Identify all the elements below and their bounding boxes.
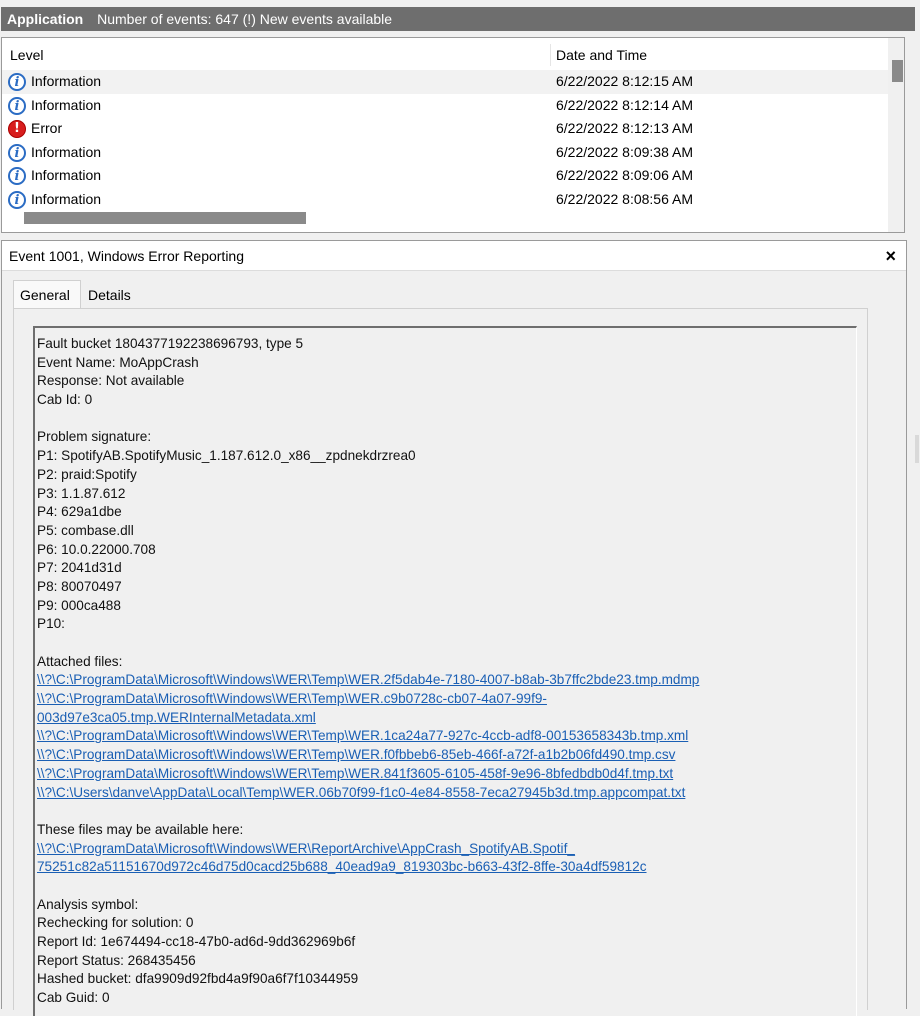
- vertical-scroll-thumb[interactable]: [892, 60, 903, 82]
- message-line: P4: 629a1dbe: [37, 504, 122, 520]
- information-icon: i: [8, 73, 26, 91]
- event-level: Information: [31, 96, 102, 113]
- event-date: 6/22/2022 8:08:56 AM: [556, 190, 693, 207]
- message-line: [37, 410, 856, 429]
- event-level: Information: [31, 143, 102, 160]
- horizontal-scroll-thumb[interactable]: [24, 212, 306, 224]
- message-line: Rechecking for solution: 0: [37, 915, 194, 931]
- message-line: P7: 2041d31d: [37, 560, 122, 576]
- message-line: P8: 80070497: [37, 578, 122, 594]
- message-line: Event Name: MoAppCrash: [37, 354, 199, 370]
- event-row[interactable]: [2, 164, 888, 188]
- event-row[interactable]: [2, 70, 888, 94]
- event-rows: [2, 70, 888, 212]
- message-line: Report Status: 268435456: [37, 952, 196, 968]
- message-line: P1: SpotifyAB.SpotifyMusic_1.187.612.0_x86__zpdnekdrzrea0: [37, 448, 416, 464]
- message-line: Attached files:: [37, 653, 123, 669]
- event-row[interactable]: [2, 117, 888, 141]
- file-path-link[interactable]: \\?\C:\ProgramData\Microsoft\Windows\WER\Temp\WER.c9b0728c-cb07-4a07-99f9-: [37, 691, 547, 707]
- message-line: [37, 877, 856, 896]
- event-level: Information: [31, 190, 102, 207]
- file-path-link[interactable]: \\?\C:\ProgramData\Microsoft\Windows\WER\Temp\WER.841f3605-6105-458f-9e96-8bfedbdb0d4f.tmp.txt: [37, 765, 674, 781]
- log-titlebar: [0, 0, 920, 36]
- file-path-link[interactable]: 003d97e3ca05.tmp.WERInternalMetadata.xml: [37, 709, 316, 725]
- message-line: [37, 802, 856, 821]
- file-path-link[interactable]: \\?\C:\Users\danve\AppData\Local\Temp\WER.06b70f99-f1c0-4e84-8558-7eca27945b3d.tmp.appcompat.txt: [37, 784, 686, 800]
- message-line: These files may be available here:: [37, 821, 244, 837]
- column-header-level[interactable]: Level: [10, 47, 44, 63]
- message-line: Cab Id: 0: [37, 392, 93, 408]
- file-path-link[interactable]: \\?\C:\ProgramData\Microsoft\Windows\WER\Temp\WER.f0fbbeb6-85eb-466f-a72f-a1b2b06fd490.tmp.csv: [37, 747, 676, 763]
- right-edge-mark: [915, 435, 919, 463]
- event-detail-header: [2, 241, 906, 271]
- tab-details[interactable]: Details: [88, 287, 131, 303]
- event-row[interactable]: [2, 94, 888, 118]
- event-level: Information: [31, 167, 102, 184]
- error-icon: !: [8, 120, 26, 138]
- log-name: Application: [7, 11, 84, 27]
- event-date: 6/22/2022 8:09:38 AM: [556, 143, 693, 160]
- event-message-box[interactable]: [33, 326, 857, 1016]
- message-line: Response: Not available: [37, 373, 185, 389]
- file-path-link[interactable]: \\?\C:\ProgramData\Microsoft\Windows\WER\Temp\WER.1ca24a77-927c-4ccb-adf8-00153658343b.tmp.xml: [37, 728, 689, 744]
- message-line: Problem signature:: [37, 429, 152, 445]
- information-icon: i: [8, 144, 26, 162]
- event-list-horizontal-scrollbar[interactable]: [2, 212, 888, 232]
- event-row[interactable]: [2, 188, 888, 212]
- column-header-date[interactable]: Date and Time: [556, 47, 648, 63]
- message-line: Report Id: 1e674494-cc18-47b0-ad6d-9dd362969b6f: [37, 934, 356, 949]
- column-divider[interactable]: [550, 44, 551, 66]
- information-icon: i: [8, 167, 26, 185]
- event-date: 6/22/2022 8:12:15 AM: [556, 73, 693, 89]
- file-path-link[interactable]: 75251c82a51151670d972c46d75d0cacd25b688_40ead9a9_819303bc-b663-43f2-8ffe-30a4df59812c: [37, 859, 647, 875]
- file-path-link[interactable]: \\?\C:\ProgramData\Microsoft\Windows\WER\ReportArchive\AppCrash_SpotifyAB.Spotif_: [37, 840, 575, 856]
- event-level: Error: [31, 120, 63, 137]
- log-titlebar-bar: [1, 7, 915, 31]
- event-date: 6/22/2022 8:12:13 AM: [556, 120, 693, 137]
- message-line: P3: 1.1.87.612: [37, 485, 126, 501]
- information-icon: i: [8, 97, 26, 115]
- event-level: Information: [31, 73, 102, 89]
- event-message-text: [35, 328, 856, 1008]
- event-row[interactable]: [2, 141, 888, 165]
- event-count-status[interactable]: Number of events: 647 (!) New events available: [97, 11, 393, 27]
- message-line: P2: praid:Spotify: [37, 466, 137, 482]
- message-line: Cab Guid: 0: [37, 990, 110, 1006]
- event-detail-pane: [1, 240, 907, 1009]
- close-detail-button[interactable]: ×: [885, 246, 896, 266]
- general-tab-content: [13, 308, 868, 1010]
- event-date: 6/22/2022 8:09:06 AM: [556, 167, 693, 184]
- message-line: P6: 10.0.22000.708: [37, 541, 156, 557]
- message-line: Hashed bucket: dfa9909d92fbd4a9f90a6f7f10344959: [37, 971, 359, 987]
- event-list-header: [2, 38, 888, 70]
- file-path-link[interactable]: \\?\C:\ProgramData\Microsoft\Windows\WER\Temp\WER.2f5dab4e-7180-4007-b8ab-3b7ffc2bde23.tmp.mdmp: [37, 672, 700, 688]
- tab-general[interactable]: General: [13, 280, 81, 308]
- message-line: P10:: [37, 616, 65, 632]
- message-line: [37, 634, 856, 653]
- message-line: Fault bucket 1804377192238696793, type 5: [37, 336, 304, 351]
- information-icon: i: [8, 191, 26, 209]
- right-edge: [907, 240, 920, 1009]
- message-line: Analysis symbol:: [37, 896, 139, 912]
- message-line: P9: 000ca488: [37, 597, 121, 613]
- message-line: P5: combase.dll: [37, 522, 134, 538]
- event-list[interactable]: [1, 37, 905, 233]
- event-list-vertical-scrollbar[interactable]: [888, 38, 904, 232]
- event-date: 6/22/2022 8:12:14 AM: [556, 96, 693, 113]
- event-detail-title: Event 1001, Windows Error Reporting: [9, 248, 244, 264]
